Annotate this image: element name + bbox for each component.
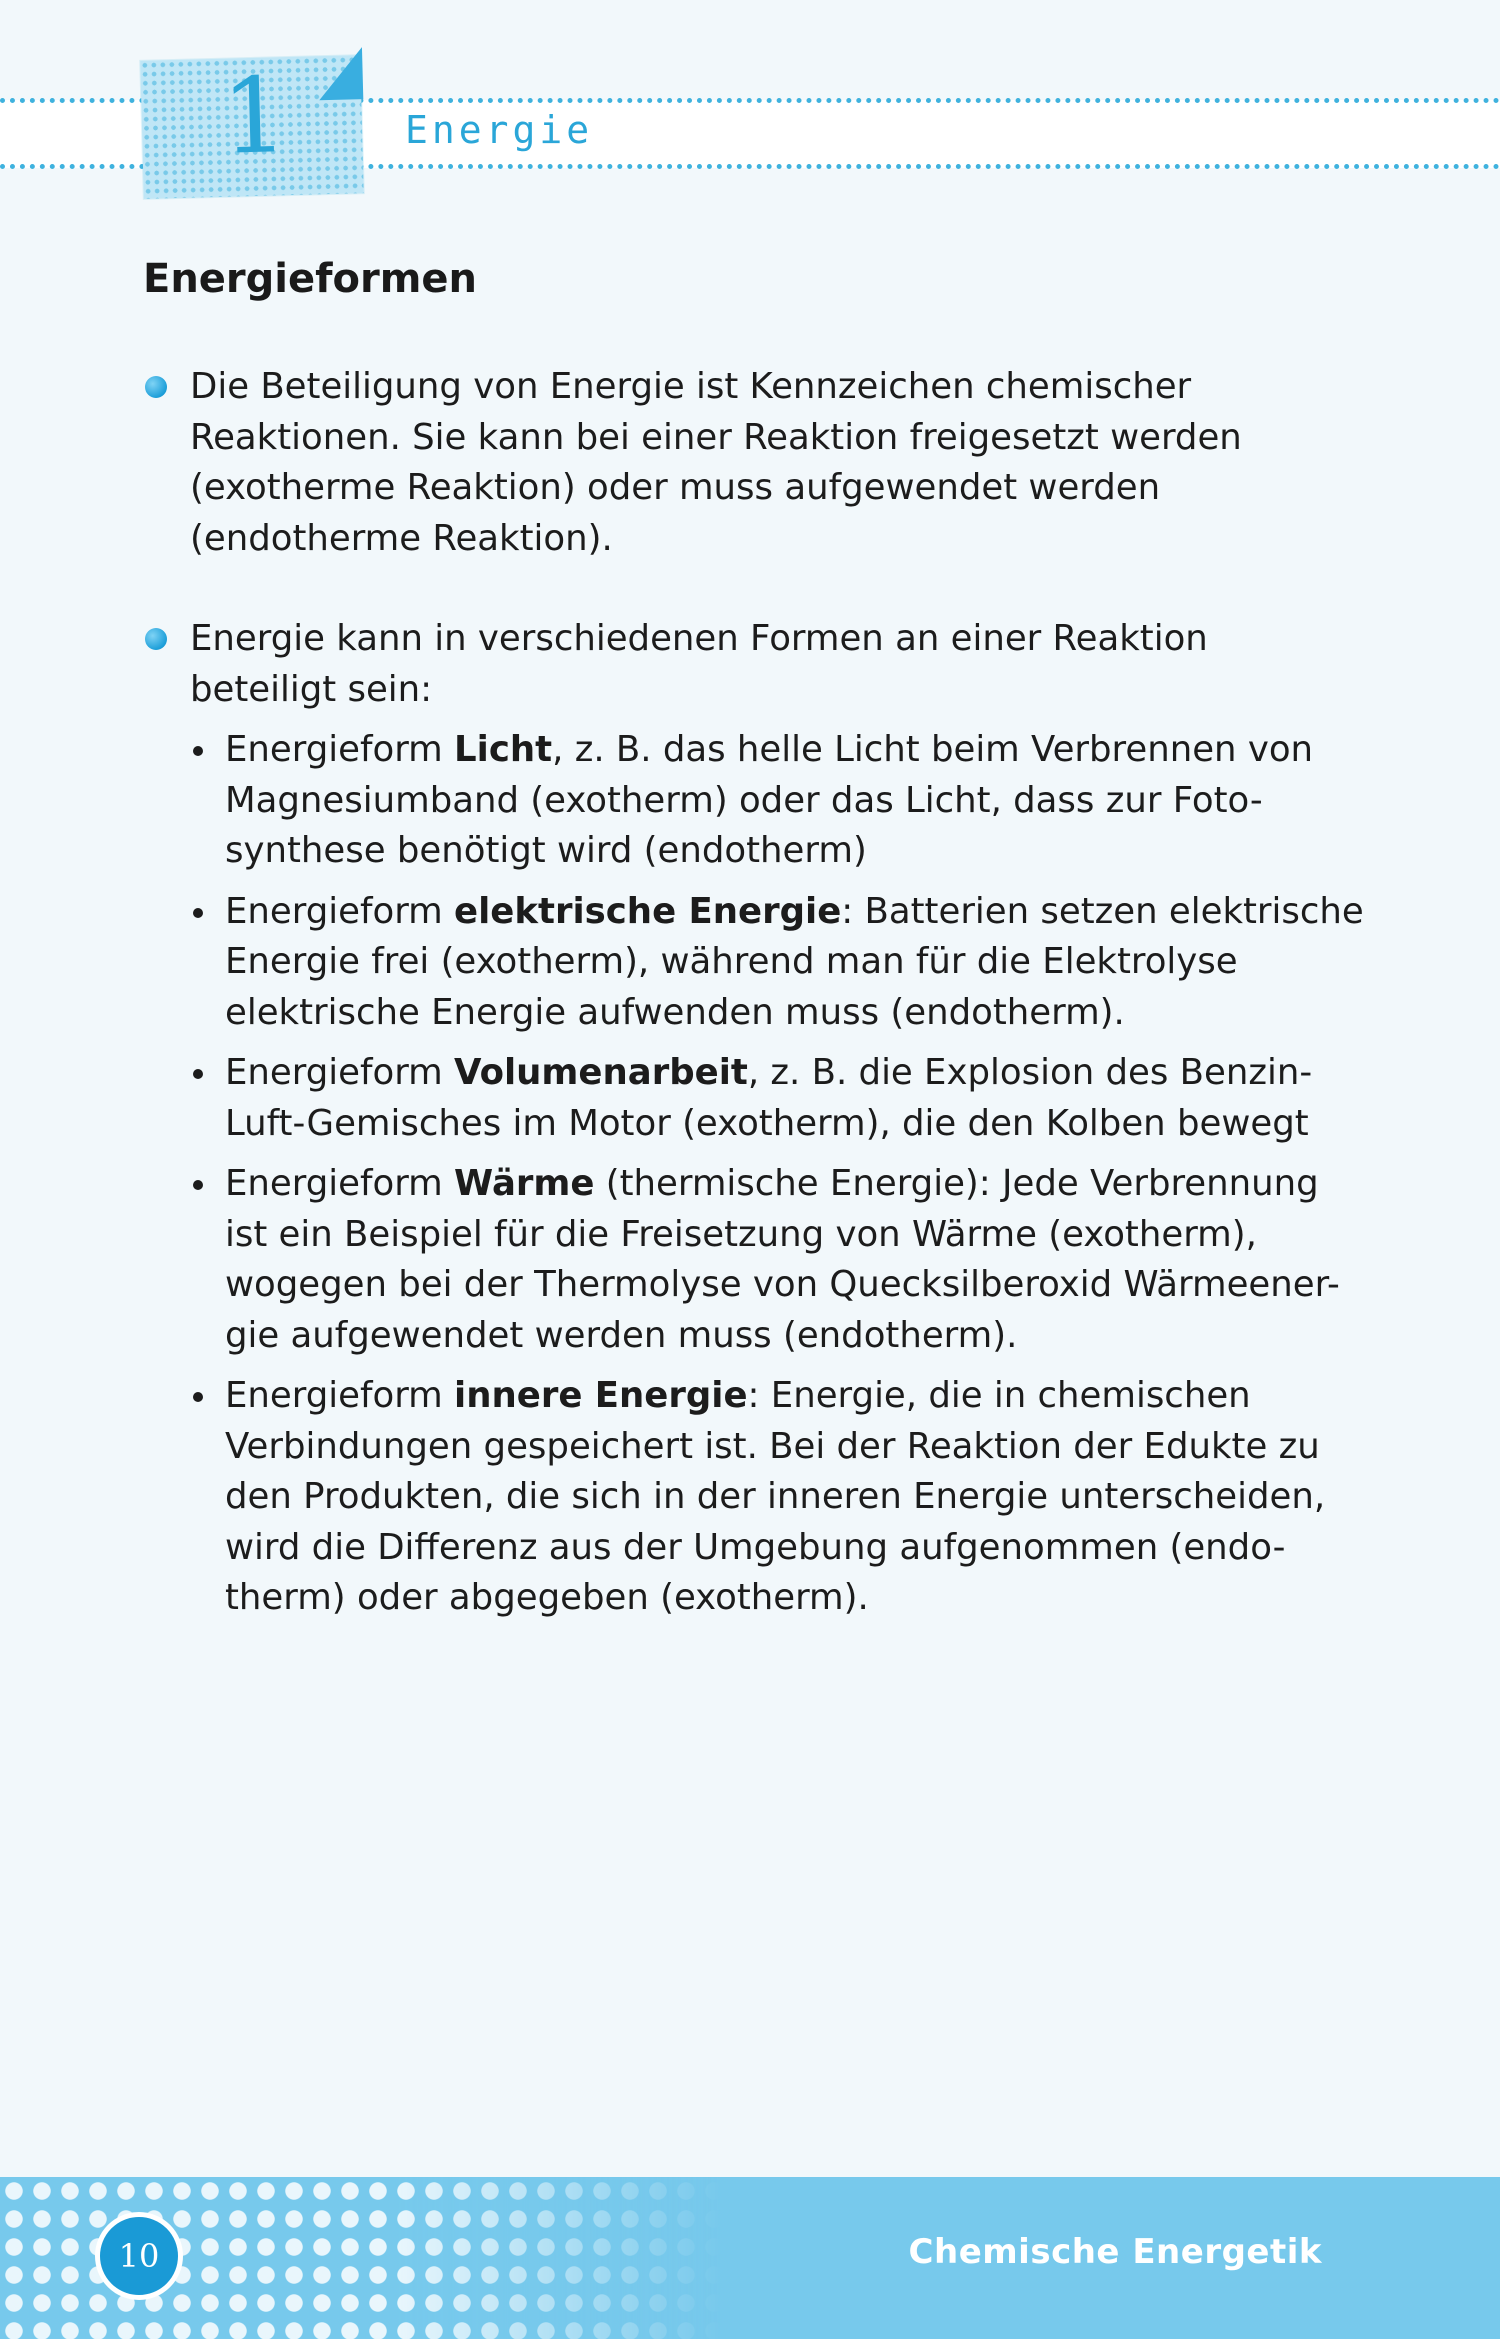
bullet-paragraph [143, 362, 1343, 564]
text-line: Luft-Gemisches im Motor (exotherm), die den Kolben bewegt [225, 1102, 1309, 1144]
section-heading: Energieformen [143, 256, 478, 302]
blue-bullet-icon [145, 628, 167, 650]
list-item [190, 1159, 1343, 1361]
item-term: Wärme [454, 1163, 595, 1204]
list-item [190, 887, 1364, 1039]
corner-fold-icon [318, 47, 363, 100]
text-line: therm) oder abgegeben (exotherm). [225, 1577, 869, 1618]
text-line: (exotherme Reaktion) oder muss aufgewendet werden [190, 467, 1161, 508]
text-line: Energie frei (exotherm), während man für die Elektrolyse [225, 941, 1238, 982]
item-text: : Energie, die in chemischen [747, 1375, 1251, 1416]
item-text: : Batterien setzen elektrische [841, 890, 1364, 932]
item-text: (thermische Energie): Jede Verbrennung [594, 1163, 1319, 1204]
chapter-number-box [140, 55, 364, 199]
text-line: synthese benötigt wird (endotherm) [225, 830, 867, 871]
list-item [190, 1048, 1343, 1149]
item-text: , z. B. die Explosion des Benzin- [747, 1052, 1313, 1093]
text-line: Reaktionen. Sie kann bei einer Reaktion freigesetzt werden [190, 416, 1242, 458]
item-text: , z. B. das helle Licht beim Verbrennen von [552, 729, 1314, 770]
bullet-icon [193, 1069, 203, 1079]
text-line: ist ein Beispiel für die Freisetzung von Wärme (exotherm), [225, 1213, 1257, 1255]
item-prefix: Energieform [225, 729, 455, 770]
bullet-icon [193, 1180, 203, 1190]
text-line: (endotherme Reaktion). [190, 517, 613, 559]
list-item [190, 1371, 1343, 1624]
list-item [190, 725, 1343, 877]
page-footer [0, 2177, 1500, 2339]
item-term: elektrische Energie [454, 890, 842, 932]
running-title: Chemische Energetik [908, 2232, 1322, 2272]
item-term: Licht [454, 729, 553, 770]
text-line: wogegen bei der Thermolyse von Quecksilberoxid Wärmeener- [225, 1264, 1340, 1305]
text-line: Energie kann in verschiedenen Formen an einer Reaktion [190, 618, 1208, 659]
text-line: beteiligt sein: [190, 668, 433, 710]
item-term: innere Energie [454, 1375, 748, 1416]
chapter-title: Energie [405, 108, 594, 152]
bullet-icon [193, 908, 203, 918]
item-term: Volumenarbeit [454, 1052, 748, 1093]
page-number: 10 [95, 2212, 183, 2300]
text-line: wird die Differenz aus der Umgebung aufgenommen (endo- [225, 1526, 1286, 1568]
item-prefix: Energieform [225, 1163, 455, 1204]
bullet-icon [193, 1392, 203, 1402]
text-line: Verbindungen gespeichert ist. Bei der Reaktion der Edukte zu [225, 1425, 1320, 1467]
blue-bullet-icon [145, 376, 167, 398]
item-prefix: Energieform [225, 1052, 455, 1093]
chapter-number: 1 [220, 54, 290, 178]
text-line: Magnesiumband (exotherm) oder das Licht, dass zur Foto- [225, 779, 1263, 821]
text-line: gie aufgewendet werden muss (endotherm). [225, 1314, 1018, 1356]
bullet-icon [193, 746, 203, 756]
text-line: elektrische Energie aufwenden muss (endotherm). [225, 991, 1125, 1033]
energy-forms-list [190, 725, 1364, 1624]
text-line: den Produkten, die sich in der inneren Energie unterscheiden, [225, 1476, 1326, 1517]
item-prefix: Energieform [225, 1375, 455, 1416]
item-prefix: Energieform [225, 890, 455, 932]
bullet-paragraph [143, 614, 1364, 1624]
text-line: Die Beteiligung von Energie ist Kennzeichen chemischer [190, 366, 1192, 407]
content-body [143, 362, 1364, 1674]
